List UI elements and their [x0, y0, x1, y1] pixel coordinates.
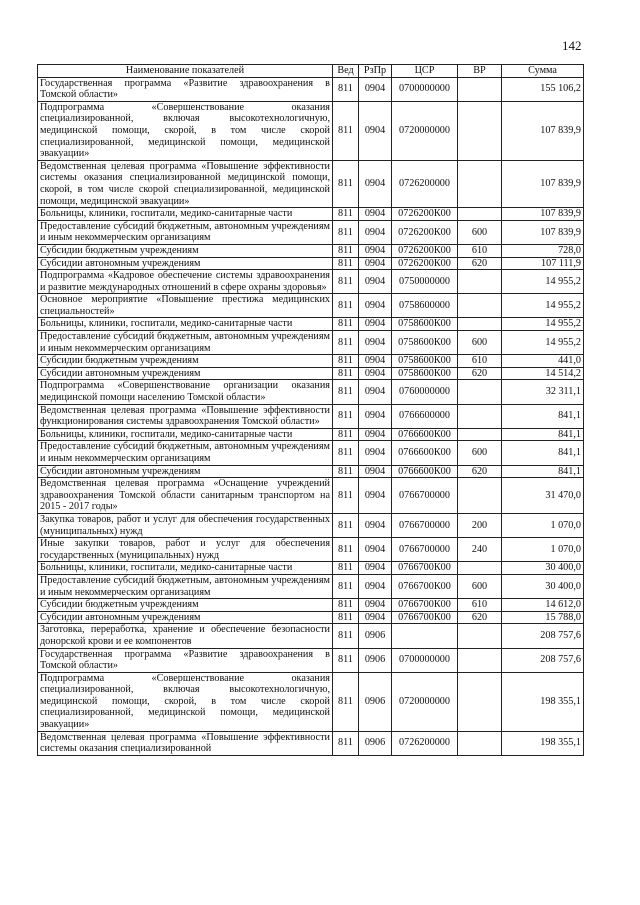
row-name: Субсидии бюджетным учреждениям [38, 599, 333, 612]
row-csr: 0758600К00 [392, 331, 458, 355]
row-csr: 0726200000 [392, 160, 458, 207]
table-row [38, 380, 584, 404]
row-vr: 620 [458, 367, 502, 380]
row-vr [458, 731, 502, 755]
row-csr: 0726200К00 [392, 208, 458, 221]
row-vr: 600 [458, 441, 502, 465]
table-row [38, 441, 584, 465]
row-csr: 0700000000 [392, 77, 458, 101]
row-sum: 31 470,0 [502, 478, 584, 514]
row-vr: 620 [458, 465, 502, 478]
row-rzpr: 0906 [359, 624, 392, 648]
row-name: Субсидии автономным учреждениям [38, 465, 333, 478]
row-rzpr: 0904 [359, 478, 392, 514]
row-name: Предоставление субсидий бюджетным, автономным учреждениям и иным некоммерческим организациям [38, 574, 333, 598]
row-name: Заготовка, переработка, хранение и обеспечение безопасности донорской крови и ее компонентов [38, 624, 333, 648]
row-vr [458, 270, 502, 294]
row-sum: 14 612,0 [502, 599, 584, 612]
row-name: Подпрограмма «Совершенствование организации оказания медицинской помощи населению Томской области» [38, 380, 333, 404]
table-row [38, 160, 584, 207]
row-csr: 0750000000 [392, 270, 458, 294]
row-sum: 841,1 [502, 441, 584, 465]
row-rzpr: 0904 [359, 220, 392, 244]
row-rzpr: 0904 [359, 101, 392, 160]
row-rzpr: 0904 [359, 513, 392, 537]
row-csr: 0766600К00 [392, 428, 458, 441]
row-rzpr: 0904 [359, 208, 392, 221]
table-body [38, 77, 584, 755]
row-sum: 107 111,9 [502, 257, 584, 270]
row-name: Субсидии бюджетным учреждениям [38, 355, 333, 368]
row-rzpr: 0904 [359, 404, 392, 428]
row-sum: 14 955,2 [502, 294, 584, 318]
row-ved: 811 [333, 208, 359, 221]
row-ved: 811 [333, 101, 359, 160]
row-vr [458, 208, 502, 221]
row-name: Субсидии автономным учреждениям [38, 257, 333, 270]
row-ved: 811 [333, 331, 359, 355]
row-ved: 811 [333, 220, 359, 244]
row-sum: 107 839,9 [502, 160, 584, 207]
row-sum: 14 955,2 [502, 270, 584, 294]
row-csr: 0766700К00 [392, 574, 458, 598]
table-row [38, 562, 584, 575]
row-name: Подпрограмма «Совершенствование оказания специализированной, включая высокотехнологичную, медицинской помощи, скорой, в том числе скорой специализированной, медицинской помощи, медицинской эвакуации» [38, 101, 333, 160]
row-name: Больницы, клиники, госпитали, медико-санитарные части [38, 318, 333, 331]
table-row [38, 624, 584, 648]
row-ved: 811 [333, 562, 359, 575]
row-rzpr: 0904 [359, 599, 392, 612]
row-name: Предоставление субсидий бюджетным, автономным учреждениям и иным некоммерческим организациям [38, 331, 333, 355]
table-row [38, 574, 584, 598]
row-rzpr: 0904 [359, 611, 392, 624]
table-header-row [38, 65, 584, 78]
row-vr [458, 318, 502, 331]
row-sum: 208 757,6 [502, 648, 584, 672]
row-ved: 811 [333, 380, 359, 404]
row-vr: 610 [458, 355, 502, 368]
row-sum: 107 839,9 [502, 220, 584, 244]
row-vr [458, 562, 502, 575]
table-row [38, 318, 584, 331]
row-rzpr: 0904 [359, 380, 392, 404]
row-name: Больницы, клиники, госпитали, медико-санитарные части [38, 562, 333, 575]
table-row [38, 294, 584, 318]
row-rzpr: 0904 [359, 355, 392, 368]
row-rzpr: 0904 [359, 441, 392, 465]
row-rzpr: 0904 [359, 538, 392, 562]
row-rzpr: 0904 [359, 574, 392, 598]
row-vr [458, 294, 502, 318]
row-vr: 620 [458, 611, 502, 624]
row-name: Государственная программа «Развитие здравоохранения в Томской области» [38, 77, 333, 101]
header-rzpr: РзПр [359, 65, 392, 78]
row-rzpr: 0906 [359, 648, 392, 672]
row-vr [458, 648, 502, 672]
row-vr: 620 [458, 257, 502, 270]
row-rzpr: 0904 [359, 318, 392, 331]
row-csr: 0700000000 [392, 648, 458, 672]
row-sum: 30 400,0 [502, 574, 584, 598]
row-csr: 0766700К00 [392, 562, 458, 575]
row-ved: 811 [333, 672, 359, 731]
row-name: Иные закупки товаров, работ и услуг для обеспечения государственных (муниципальных) нужд [38, 538, 333, 562]
row-sum: 14 955,2 [502, 331, 584, 355]
row-csr: 0766700000 [392, 538, 458, 562]
row-ved: 811 [333, 624, 359, 648]
header-csr: ЦСР [392, 65, 458, 78]
row-csr: 0766600К00 [392, 465, 458, 478]
row-ved: 811 [333, 404, 359, 428]
row-sum: 32 311,1 [502, 380, 584, 404]
row-vr [458, 77, 502, 101]
table-row [38, 672, 584, 731]
row-name: Ведомственная целевая программа «Повышение эффективности функционирования системы здравоохранения Томской области» [38, 404, 333, 428]
table-row [38, 270, 584, 294]
row-sum: 14 514,2 [502, 367, 584, 380]
table-row [38, 220, 584, 244]
row-ved: 811 [333, 538, 359, 562]
row-name: Подпрограмма «Кадровое обеспечение системы здравоохранения и развитие международных отношений в сфере охраны здоровья» [38, 270, 333, 294]
row-name: Больницы, клиники, госпитали, медико-санитарные части [38, 208, 333, 221]
row-ved: 811 [333, 599, 359, 612]
row-ved: 811 [333, 478, 359, 514]
row-sum: 15 788,0 [502, 611, 584, 624]
row-sum: 1 070,0 [502, 538, 584, 562]
row-rzpr: 0904 [359, 294, 392, 318]
row-rzpr: 0904 [359, 367, 392, 380]
row-csr: 0760000000 [392, 380, 458, 404]
row-csr [392, 624, 458, 648]
row-sum: 728,0 [502, 244, 584, 257]
row-vr: 610 [458, 244, 502, 257]
table-row [38, 428, 584, 441]
table-row [38, 538, 584, 562]
row-vr [458, 101, 502, 160]
row-vr [458, 404, 502, 428]
row-sum: 841,1 [502, 465, 584, 478]
row-ved: 811 [333, 270, 359, 294]
row-name: Закупка товаров, работ и услуг для обеспечения государственных (муниципальных) нужд [38, 513, 333, 537]
row-rzpr: 0904 [359, 160, 392, 207]
row-rzpr: 0904 [359, 77, 392, 101]
table-row [38, 404, 584, 428]
row-vr [458, 160, 502, 207]
budget-table [37, 64, 584, 756]
row-ved: 811 [333, 428, 359, 441]
table-row [38, 731, 584, 755]
row-rzpr: 0904 [359, 244, 392, 257]
row-name: Субсидии автономным учреждениям [38, 367, 333, 380]
row-vr: 600 [458, 220, 502, 244]
row-rzpr: 0904 [359, 562, 392, 575]
row-sum: 30 400,0 [502, 562, 584, 575]
row-name: Государственная программа «Развитие здравоохранения в Томской области» [38, 648, 333, 672]
row-ved: 811 [333, 160, 359, 207]
row-ved: 811 [333, 367, 359, 380]
table-row [38, 648, 584, 672]
table-row [38, 257, 584, 270]
row-csr: 0726200К00 [392, 257, 458, 270]
row-rzpr: 0904 [359, 270, 392, 294]
row-sum: 208 757,6 [502, 624, 584, 648]
row-ved: 811 [333, 611, 359, 624]
header-sum: Сумма [502, 65, 584, 78]
row-ved: 811 [333, 318, 359, 331]
row-sum: 155 106,2 [502, 77, 584, 101]
row-csr: 0766700К00 [392, 599, 458, 612]
row-ved: 811 [333, 244, 359, 257]
row-ved: 811 [333, 441, 359, 465]
table-row [38, 244, 584, 257]
row-sum: 1 070,0 [502, 513, 584, 537]
row-sum: 841,1 [502, 404, 584, 428]
header-vr: ВР [458, 65, 502, 78]
row-name: Субсидии автономным учреждениям [38, 611, 333, 624]
row-ved: 811 [333, 355, 359, 368]
row-csr: 0758600К00 [392, 367, 458, 380]
row-vr [458, 672, 502, 731]
table-row [38, 611, 584, 624]
row-name: Основное мероприятие «Повышение престижа медицинских специальностей» [38, 294, 333, 318]
row-csr: 0766600К00 [392, 441, 458, 465]
row-name: Предоставление субсидий бюджетным, автономным учреждениям и иным некоммерческим организациям [38, 441, 333, 465]
row-rzpr: 0904 [359, 257, 392, 270]
row-csr: 0726200К00 [392, 220, 458, 244]
page-number: 142 [562, 38, 582, 53]
row-rzpr: 0906 [359, 731, 392, 755]
row-sum: 107 839,9 [502, 208, 584, 221]
row-csr: 0758600К00 [392, 318, 458, 331]
row-name: Субсидии бюджетным учреждениям [38, 244, 333, 257]
row-ved: 811 [333, 574, 359, 598]
row-csr: 0720000000 [392, 672, 458, 731]
row-sum: 841,1 [502, 428, 584, 441]
table-row [38, 513, 584, 537]
row-vr: 600 [458, 331, 502, 355]
row-ved: 811 [333, 648, 359, 672]
row-rzpr: 0906 [359, 672, 392, 731]
row-vr: 200 [458, 513, 502, 537]
row-rzpr: 0904 [359, 331, 392, 355]
row-ved: 811 [333, 257, 359, 270]
table-row [38, 355, 584, 368]
row-name: Предоставление субсидий бюджетным, автономным учреждениям и иным некоммерческим организациям [38, 220, 333, 244]
row-name: Ведомственная целевая программа «Повышение эффективности системы оказания специализированной медицинской помощи, скорой, в том числе скорой специализированной, медицинской помощи, медицинской эвакуации» [38, 160, 333, 207]
row-csr: 0726200000 [392, 731, 458, 755]
row-vr: 240 [458, 538, 502, 562]
row-ved: 811 [333, 465, 359, 478]
row-rzpr: 0904 [359, 465, 392, 478]
row-csr: 0766700000 [392, 478, 458, 514]
row-ved: 811 [333, 731, 359, 755]
row-vr [458, 624, 502, 648]
header-ved: Вед [333, 65, 359, 78]
row-sum: 441,0 [502, 355, 584, 368]
table-row [38, 599, 584, 612]
row-name: Ведомственная целевая программа «Повышение эффективности системы оказания специализированной [38, 731, 333, 755]
row-vr [458, 428, 502, 441]
row-vr: 600 [458, 574, 502, 598]
table-row [38, 465, 584, 478]
row-vr [458, 380, 502, 404]
row-sum: 198 355,1 [502, 672, 584, 731]
row-csr: 0766700К00 [392, 611, 458, 624]
row-ved: 811 [333, 513, 359, 537]
row-csr: 0766700000 [392, 513, 458, 537]
table-row [38, 367, 584, 380]
table-row [38, 478, 584, 514]
table-row [38, 331, 584, 355]
row-csr: 0766600000 [392, 404, 458, 428]
table-row [38, 77, 584, 101]
row-csr: 0758600К00 [392, 355, 458, 368]
row-ved: 811 [333, 77, 359, 101]
row-ved: 811 [333, 294, 359, 318]
row-name: Ведомственная целевая программа «Оснащение учреждений здравоохранения Томской области санитарным транспортом на 2015 - 2017 годы» [38, 478, 333, 514]
row-sum: 107 839,9 [502, 101, 584, 160]
row-name: Подпрограмма «Совершенствование оказания специализированной, включая высокотехнологичную, медицинской помощи, скорой, в том числе скорой специализированной, медицинской помощи, медицинской эвакуации» [38, 672, 333, 731]
row-csr: 0758600000 [392, 294, 458, 318]
row-rzpr: 0904 [359, 428, 392, 441]
row-vr: 610 [458, 599, 502, 612]
row-name: Больницы, клиники, госпитали, медико-санитарные части [38, 428, 333, 441]
row-csr: 0720000000 [392, 101, 458, 160]
row-sum: 198 355,1 [502, 731, 584, 755]
table-row [38, 208, 584, 221]
header-name: Наименование показателей [38, 65, 333, 78]
row-csr: 0726200К00 [392, 244, 458, 257]
table-row [38, 101, 584, 160]
row-vr [458, 478, 502, 514]
row-sum: 14 955,2 [502, 318, 584, 331]
